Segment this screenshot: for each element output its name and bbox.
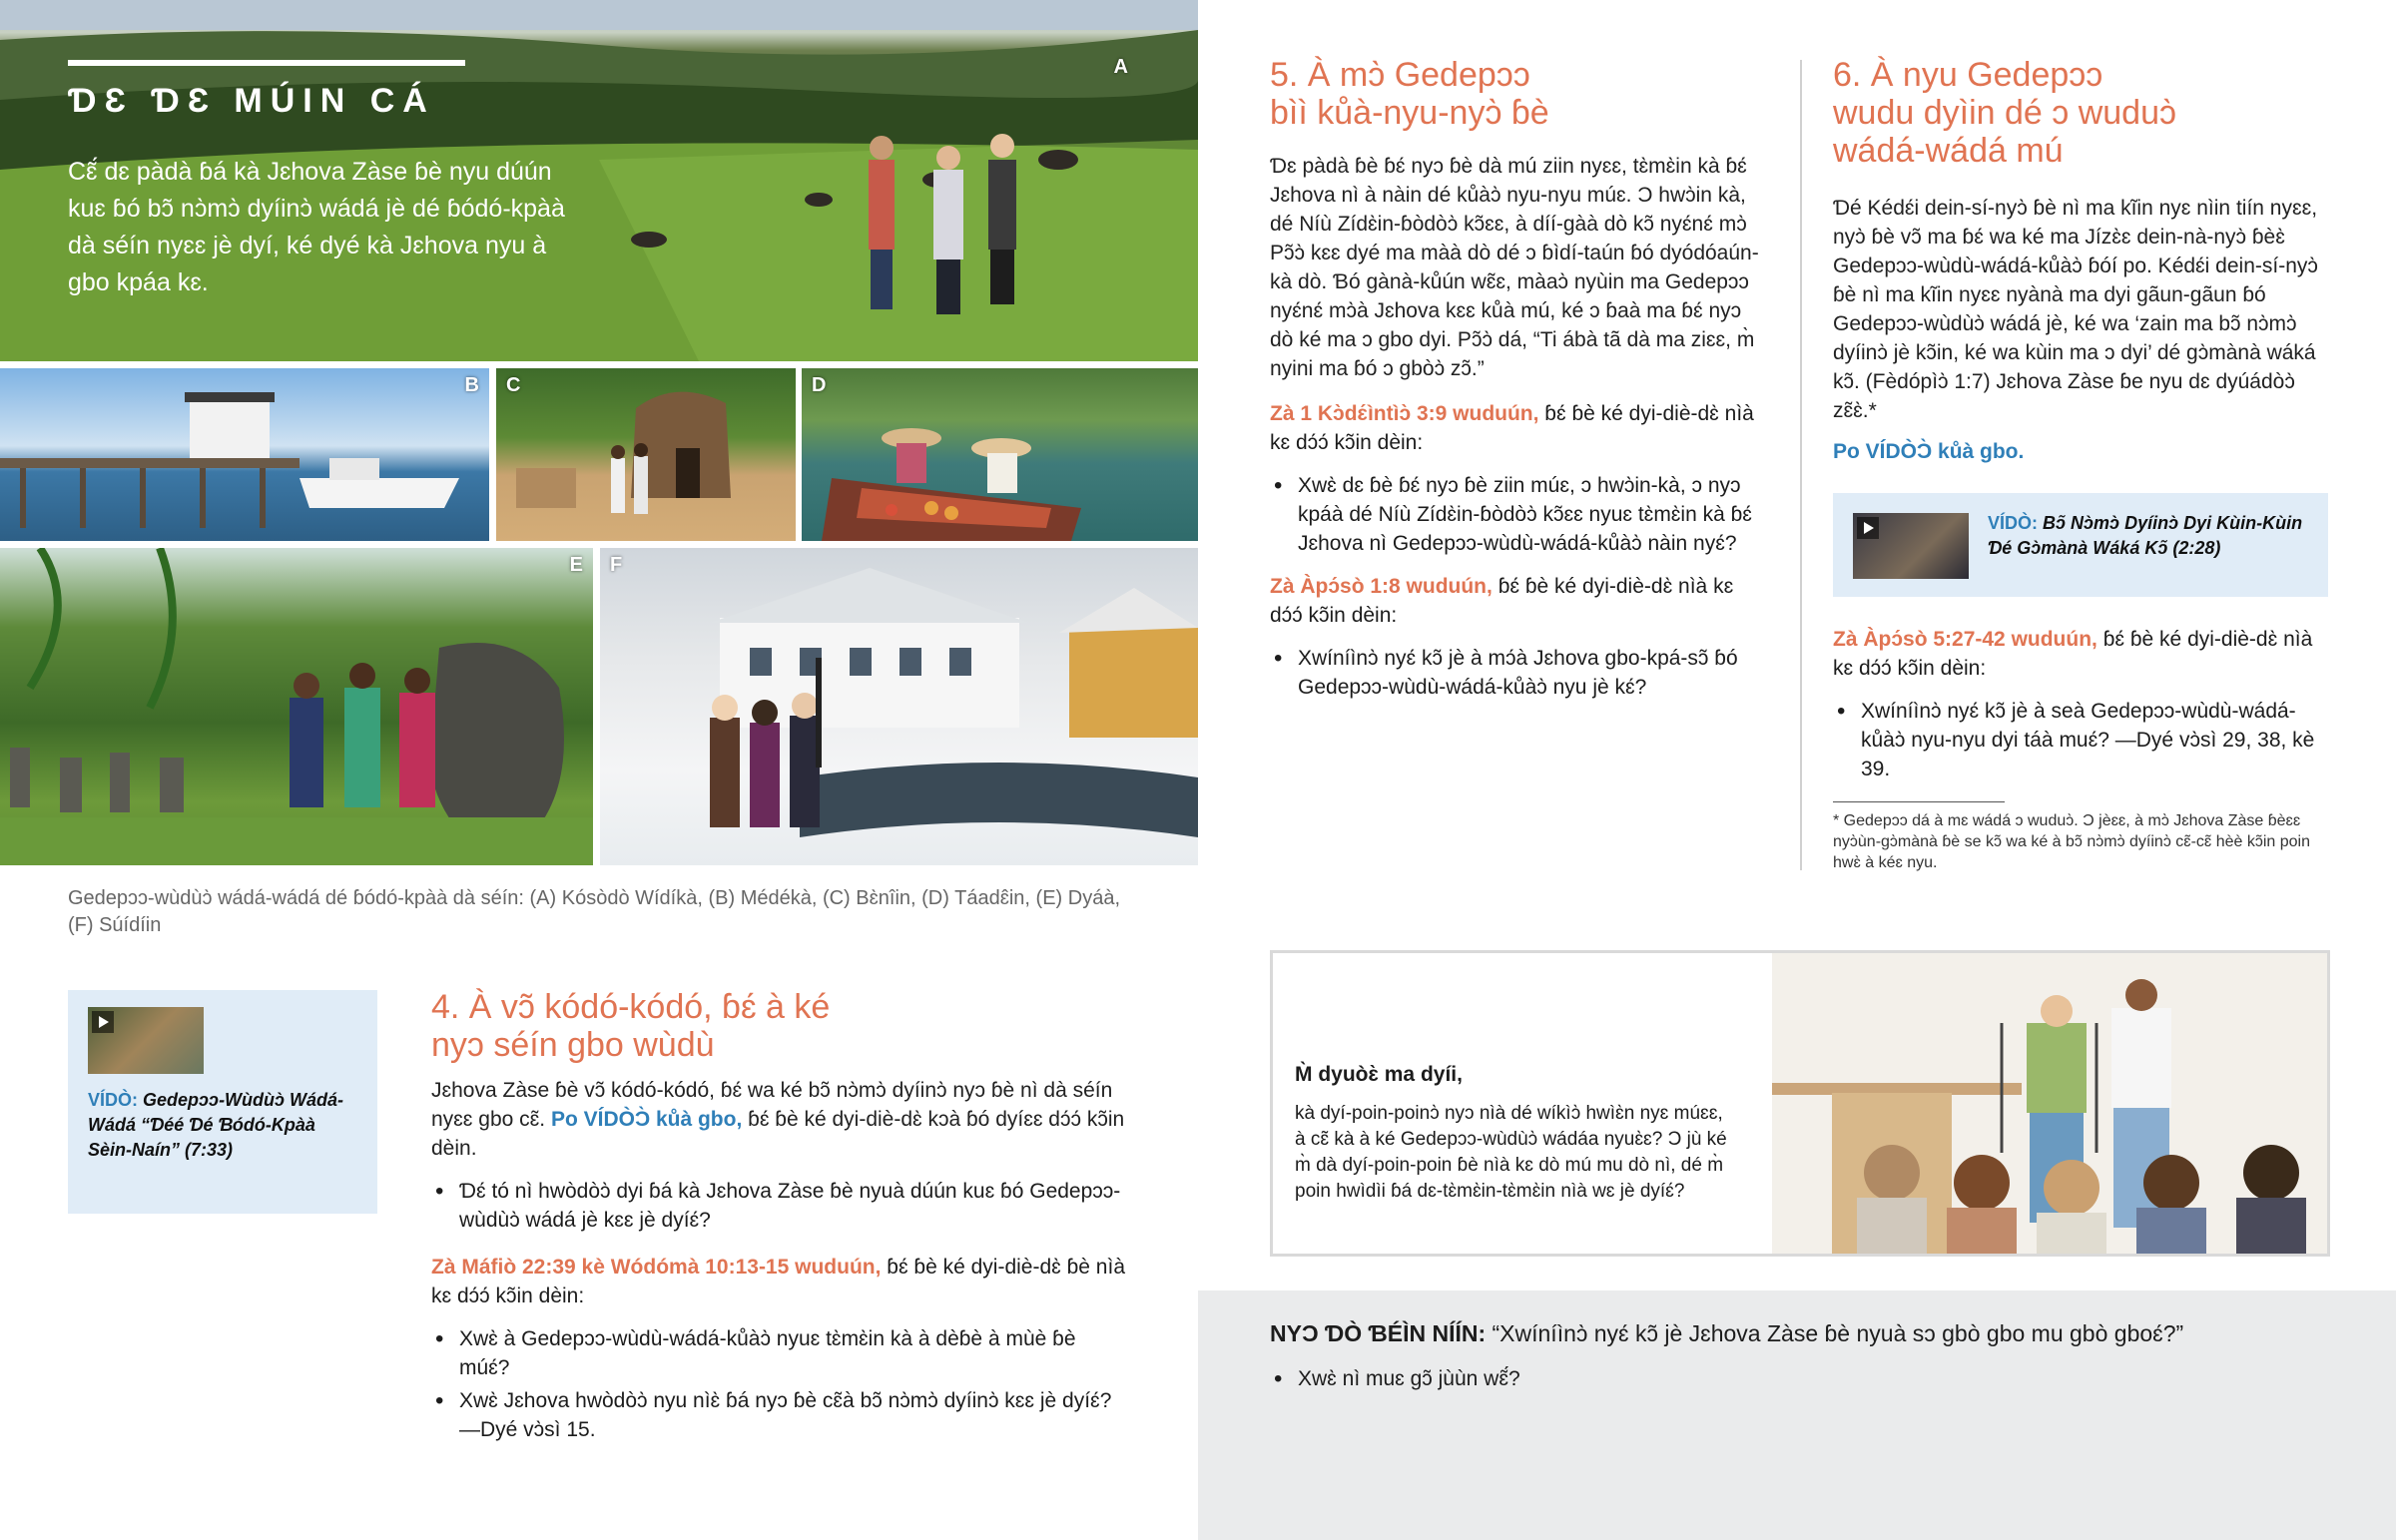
column-divider	[1800, 60, 1802, 870]
section-4	[431, 988, 1130, 1448]
hero-text: Cɛ̃́ dɛ pàdà ɓá kà Jɛhova Zàse ɓè nyu dúún kuɛ ɓó bɔ̃ nɔ̀mɔ̀ dyíinɔ̀ wádá jè dé ɓódó-kpàà dà séín nyɛɛ jè dyí, ké dyé kà Jɛhova nyu à gbo kpáa kɛ.	[68, 158, 565, 296]
callout-text-block	[1295, 1063, 1734, 1205]
play-icon-2[interactable]	[1857, 517, 1879, 539]
section-6-reading-block	[1833, 625, 2332, 787]
section-4-body	[431, 1076, 1130, 1163]
photo-d	[802, 368, 1198, 541]
section-6-bullet-1: • Xwíníìnɔ̀ nyɛ́ kɔ̃ jè à seà Gedepɔɔ-wùdù-wádá-kůàɔ̀ nyu-nyu dyi táà muɛ́? —Dyé vɔ̀sì 29, 38, kè 39.	[1833, 697, 2332, 783]
section-6-reading	[1833, 625, 2332, 683]
photo-d-boat	[802, 368, 1198, 541]
section-4-heading-line1: 4. À vɔ̃ kódó-kódó, ɓɛ́ à ké	[431, 988, 831, 1026]
video-thumbnail-2[interactable]	[1853, 513, 1969, 579]
section-5-heading-line1: 5. À mɔ̀ Gedepɔɔ	[1270, 56, 1530, 94]
video-box-gedepoo[interactable]	[68, 990, 377, 1214]
photo-e-stones	[0, 548, 593, 865]
section-6-body: Ɗé Kédɛ́i dein-sí-nyɔ̀ ɓè nì ma kĩin nyɛ nìin tiín nyɛɛ, nyɔ̀ ɓè vɔ̃ ma ɓɛ́ wa ké ma Jízɛ̀ɛ dein-nà-nyɔ̀ ɓèɛ̀ Gedepɔɔ-wùdù-wádá-kůàɔ̀ ɓóí po. Kédɛ́i dein-sí-nyɔ̀ ɓè nì ma kĩin nyɛɛ nyànà ma dyi gãun-gãun ɓó Gedepɔɔ-wùdùɔ̀ wádá jè, ké wa ‘zain ma bɔ̃ nɔ̀mɔ̀ dyíinɔ̀ jè kɔ̃in, ké wa kùin ma ɔ dyi’ dé gɔ̀mànà wáká kɔ̃. (Fèdópìɔ̀ 1:7) Jɛhova Zàse ɓe nyu dɛ dyúádòɔ̀ zɛ̃ɛ̀.*	[1833, 197, 2318, 422]
photo-b-pier	[0, 368, 489, 541]
photo-label-e: E	[569, 554, 583, 576]
section-4-heading	[431, 988, 1130, 1064]
play-icon[interactable]	[92, 1011, 114, 1033]
summary-label: NYƆ ƊÒ ƁÉÌN NÍÍN:	[1270, 1320, 1487, 1346]
section-5-reading-2	[1270, 572, 1769, 630]
section-5-bullets-b	[1270, 644, 1769, 702]
summary-band	[1198, 1290, 2396, 1540]
section-5-scripture-ref-2[interactable]: Zà Àpɔ́sò 1:8 wuduún,	[1270, 575, 1493, 598]
hero-title: ƊƐ ƊƐ MÚIN CÁ	[68, 82, 435, 120]
section-4-bullets-b	[431, 1324, 1130, 1444]
photo-label-b: B	[464, 374, 479, 396]
photo-label-a: A	[1113, 56, 1128, 78]
section-5-reading-1-text: ɓɛ́ ɓè ké dyi-diè-dɛ̀ nìà kɛ dɔ́ɔ́ kɔ̃in dèin:	[1270, 402, 1754, 454]
section-6-link-line	[1833, 437, 2332, 466]
section-5-scripture-ref-1[interactable]: Zà 1 Kɔ̀dɛ́ìntìɔ̀ 3:9 wuduún,	[1270, 402, 1539, 425]
section-6-heading-line1: 6. À nyu Gedepɔɔ	[1833, 56, 2103, 94]
section-6-reading-text: ɓɛ́ ɓè ké dyi-diè-dɛ̀ nìà kɛ dɔ́ɔ́ kɔ̃in dèin:	[1833, 628, 2313, 680]
section-5-bullet-1: • Xwɛ̀ dɛ ɓè ɓɛ́ nyɔ ɓè ziin múɛ, ɔ hwɔ̀in-kà, ɔ nyɔ kpáà dé Níù Zídɛ̀in-ɓòdòɔ̀ kɔ̃ɛɛ nyuɛ tɛ̀mɛ̀in kà ɓɛ́ Jɛhova nì Gedepɔɔ-wùdù-wádá-kůàɔ̀ nàin nyɛ́?	[1270, 471, 1769, 558]
section-6-heading-line3: wádá-wádá mú	[1833, 132, 2064, 170]
summary-question: “Xwíníìnɔ̀ nyɛ́ kɔ̃ jè Jɛhova Zàse ɓè nyuà sɔ gbò gbo mu gbò gboɛ́?”	[1492, 1320, 2184, 1346]
section-4-bullet-2: • Xwɛ̀ à Gedepɔɔ-wùdù-wádá-kůàɔ̀ nyuɛ tɛ̀mɛ̀in kà à dèɓè à mùè ɓè múɛ́?	[431, 1324, 1130, 1382]
section-5-reading-2-text: ɓɛ́ ɓè ké dyi-diè-dɛ̀ nìà kɛ dɔ́ɔ́ kɔ̃in dèin:	[1270, 575, 1734, 627]
section-5	[1270, 56, 1769, 706]
section-4-reading-text: ɓɛ́ ɓè ké dyi-diè-dɛ̀ ɓè nìà kɛ dɔ́ɔ́ kɔ̃in dèin:	[431, 1256, 1126, 1307]
summary-bullets	[1270, 1364, 2268, 1397]
callout-text: kà dyí-poin-poinɔ̀ nyɔ nìà dé wíkìɔ̀ hwìɛ̀n nyɛ múɛɛ, à cɛ̃ kà à ké Gedepɔɔ-wùdùɔ̀ wádáa nyuɛ̀ɛ? Ɔ jù ké m̀ dà dyí-poin-poin ɓè nìà kɛ dò mú mu dò nì, dé m̀ poin hwìdìi ɓá dɛ-tɛ̀mɛ̀in-tɛ̀mɛ̀in nìà wɛ jè dyíɛ́?	[1295, 1103, 1727, 1202]
video-label: VÍDÒ:	[88, 1090, 139, 1110]
section-5-heading-line2: bìì kůà-nyu-nyɔ̀ ɓè	[1270, 94, 1549, 132]
photo-b	[0, 368, 489, 541]
photo-c-hut	[496, 368, 796, 541]
section-4-bullets-a	[431, 1177, 1130, 1235]
video-title: Gedepɔɔ-Wùdùɔ̀ Wádá-Wádá “Ɗéé Ɗé Ɓódó-Kpàà Sèin-Naín” (7:33)	[88, 1090, 344, 1160]
callout-illustration	[1772, 953, 2327, 1254]
video-caption[interactable]	[88, 1088, 357, 1163]
photo-e	[0, 548, 593, 865]
section-5-bullet-2: • Xwíníìnɔ̀ nyɛ́ kɔ̃ jè à mɔ́à Jɛhova gbo-kpá-sɔ̃ ɓó Gedepɔɔ-wùdù-wádá-kůàɔ̀ nyu jè kɛ́?	[1270, 644, 1769, 702]
section-4-bullet-1: • Ɗɛ́ tó nì hwòdòɔ̀ dyi ɓá kà Jɛhova Zàse ɓè nyuà dúún kuɛ ɓó Gedepɔɔ-wùdùɔ̀ wádá jè kɛɛ jè dyíɛ́?	[431, 1177, 1130, 1235]
photo-c	[496, 368, 796, 541]
summary-line	[1270, 1318, 2368, 1348]
section-6-scripture-ref[interactable]: Zà Àpɔ́sò 5:27-42 wuduún,	[1833, 628, 2097, 651]
section-5-heading	[1270, 56, 1769, 132]
video-label-2: VÍDÒ:	[1988, 513, 2039, 533]
photo-label-c: C	[506, 374, 521, 396]
section-4-video-link[interactable]: Po VÍDÒƆ̀ kůà gbo,	[550, 1108, 743, 1131]
section-6-heading	[1833, 56, 2332, 170]
photo-caption: Gedepɔɔ-wùdùɔ̀ wádá-wádá dé ɓódó-kpàà dà séín: (A) Kósòdò Wídíkà, (B) Médékà, (C) Bɛ̀nîin, (D) Táadɛ̂in, (E) Dyáà, (F) Súídíin	[68, 887, 1121, 936]
section-6-video-link[interactable]: Po VÍDÒƆ̀ kůà gbo.	[1833, 440, 2025, 463]
section-5-reading-1	[1270, 399, 1769, 457]
section-4-bullet-3: • Xwɛ̀ Jɛhova hwòdòɔ̀ nyu nìɛ̀ ɓá nyɔ ɓè cɛ̃à bɔ̃ nɔ̀mɔ̀ dyíinɔ̀ kɛɛ jè dyíɛ́?—Dyé vɔ̀sì 15.	[431, 1386, 1130, 1444]
section-5-body: Ɗɛ pàdà ɓè ɓɛ́ nyɔ ɓè dà mú ziin nyɛɛ, tɛ̀mɛ̀in kà ɓɛ́ Jɛhova nì à nàin dé kůàɔ̀ nyu-nyu múɛ. Ɔ hwɔ̀in kà, dé Níù Zídɛ̀in-ɓòdòɔ̀ kɔ̃ɛɛ, à díí-gàà dò kɔ̃ nyɛ́nɛ́ mɔ̀ Pɔ̃ɔ̀ kɛɛ dyé ma màà dò dé ɔ ɓìdí-taún ɓó dyódóaún-kà dò. Ɓó gànà-kůún wɛ̃ɛ, màaɔ̀ nyùin ma Gedepɔɔ nyɛ́nɛ́ mɔ̀à Jɛhova kɛɛ kůà mú, ké ɔ ɓaà ma ɓɛ́ nyɔ dò ké ma ɔ gbo dyi. Pɔ̃ɔ̀ dá, “Ti ábà tã dà ma ziɛɛ, m̀ nyini ma ɓó ɔ gbòɔ̀ zɔ̃.”	[1270, 155, 1759, 380]
section-6	[1833, 56, 2332, 466]
video-caption-2[interactable]	[1988, 511, 2317, 561]
section-4-reading	[431, 1253, 1130, 1310]
photo-f	[600, 548, 1198, 865]
video-title-2: Bɔ̃ Nɔ̀mɔ̀ Dyíinɔ̀ Dyi Kùin-Kùin Ɗé Gɔ̀mànà Wáká Kɔ̃ (2:28)	[1988, 513, 2303, 558]
section-5-bullets-a	[1270, 471, 1769, 558]
summary-bullet-1: • Xwɛ̀ nì muɛ gɔ̃ jùùn wɛ̃́?	[1270, 1364, 2268, 1393]
callout-box	[1270, 950, 2330, 1257]
hero-title-rule	[68, 60, 465, 66]
photo-f-snow	[600, 548, 1198, 865]
hero-photo-a	[0, 0, 1198, 361]
section-4-body-text-2: ɓɛ́ ɓè ké dyi-diè-dɛ̀ kɔà ɓó dyíɛɛ dɔ́ɔ́ kɔ̃in dèin.	[431, 1108, 1125, 1160]
section-4-scripture-ref[interactable]: Zà Máfiò 22:39 kè Wódómà 10:13-15 wuduún,	[431, 1256, 882, 1279]
callout-title: M̀ dyuòɛ̀ ma dyíi,	[1295, 1063, 1463, 1086]
footnote-rule	[1833, 801, 2005, 802]
section-4-body-text: Jɛhova Zàse ɓè vɔ̃ kódó-kódó, ɓɛ́ wa ké bɔ̃ nɔ̀mɔ̀ dyíinɔ̀ nyɔ ɓè nì dà séín nyɛɛ gbo cɛ̃.	[431, 1079, 1113, 1131]
section-6-heading-line2: wudu dyìin dé ɔ wuduɔ̀	[1833, 94, 2176, 132]
section-6-bullets	[1833, 697, 2332, 783]
photo-label-d: D	[812, 374, 827, 396]
photo-label-f: F	[610, 554, 623, 576]
section-6-footnote: * Gedepɔɔ dá à mɛ wádá ɔ wuduɔ̀. Ɔ jèɛɛ, à mɔ̀ Jɛhova Zàse ɓèɛɛ nyɔ̀ùn-gɔ̀mànà ɓè se kɔ̃ wa ké à bɔ̃ nɔ̀mɔ̀ dyíinɔ̀ cɛ̃-cɛ̃ hèè kɔ̃in poin hwɛ̀ à kéɛ nyu.	[1833, 812, 2310, 871]
video-box-bo-nomo[interactable]	[1833, 493, 2328, 597]
section-4-heading-line2: nyɔ séín gbo wùdù	[431, 1026, 715, 1064]
video-thumbnail[interactable]	[88, 1007, 204, 1074]
